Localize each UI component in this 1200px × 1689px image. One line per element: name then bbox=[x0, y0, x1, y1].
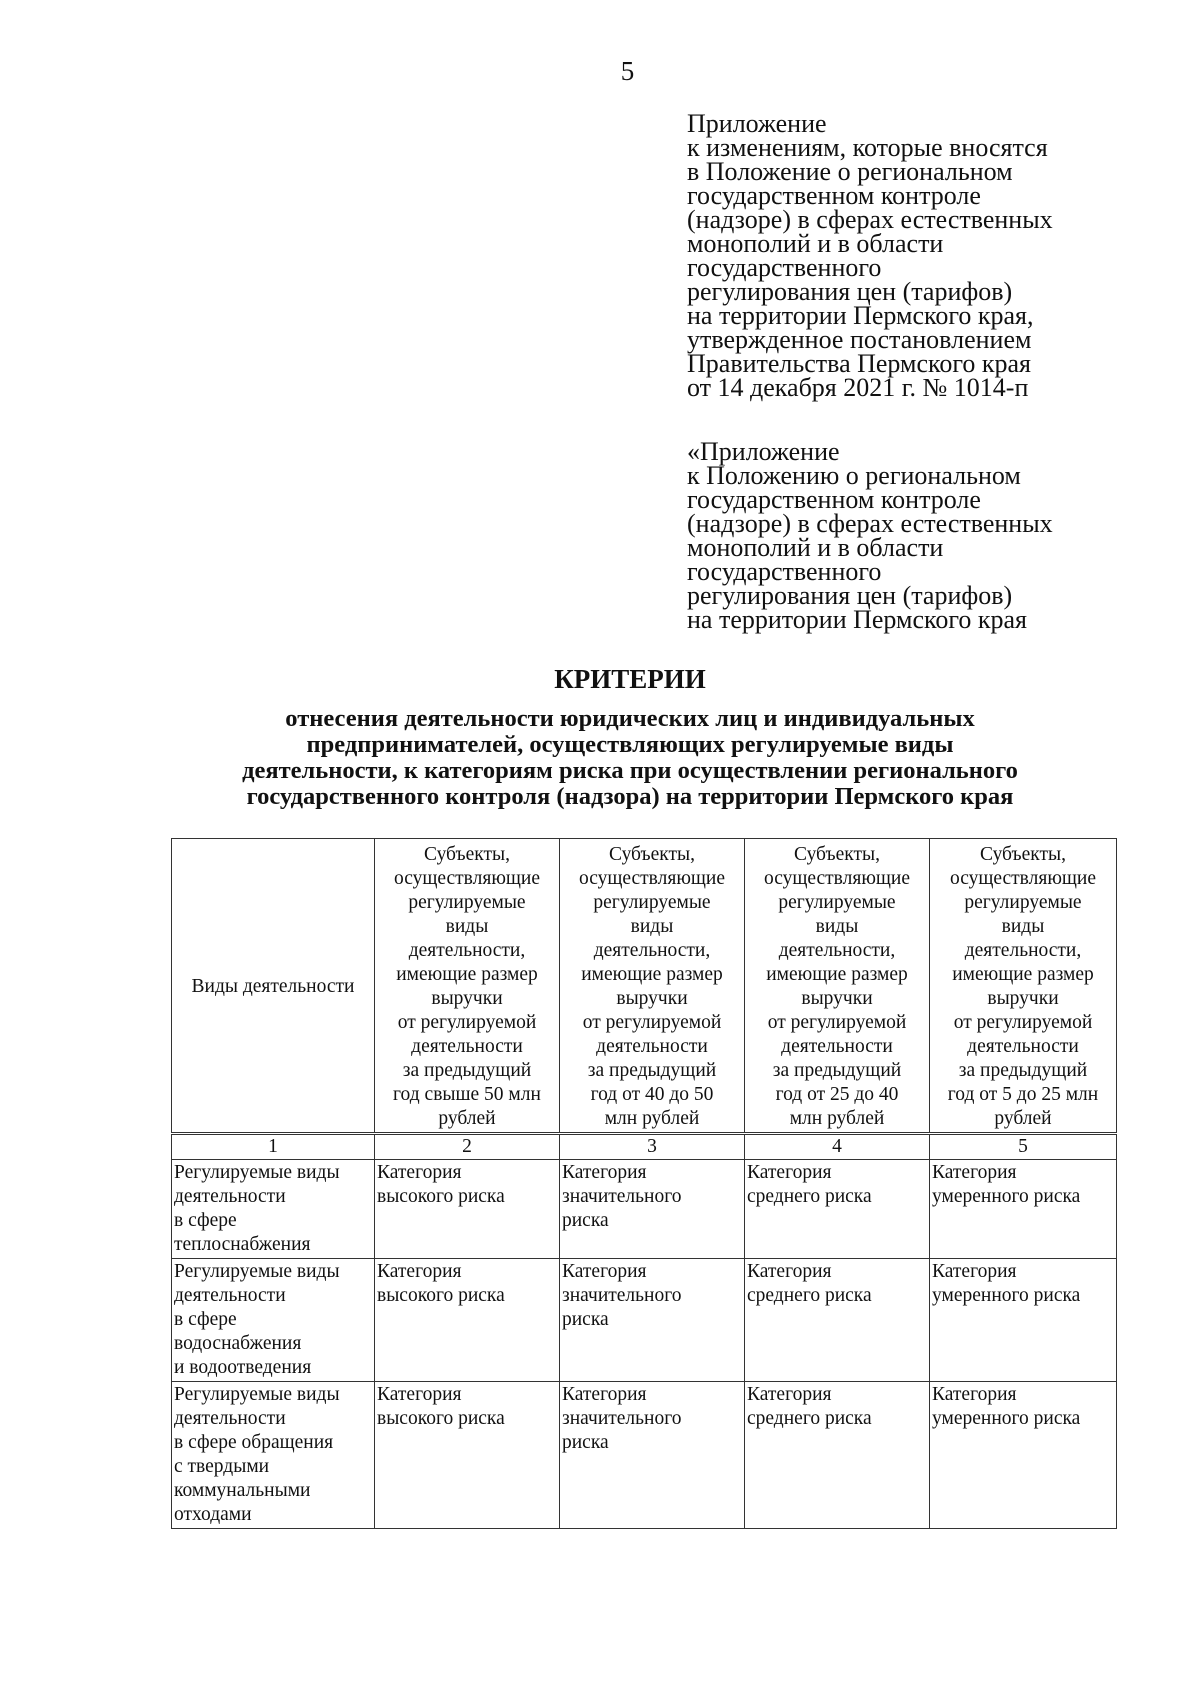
text-line: государственного bbox=[687, 557, 882, 586]
text-line: Субъекты, bbox=[609, 844, 695, 865]
text-line: Категория bbox=[377, 1384, 462, 1405]
text-line: и водоотведения bbox=[174, 1357, 312, 1378]
text-line: рублей bbox=[438, 1108, 496, 1129]
risk-category-cell bbox=[745, 1382, 930, 1529]
text-line: государственном контроле bbox=[687, 181, 981, 210]
column-number: 3 bbox=[560, 1134, 745, 1160]
text-line: Регулируемые виды bbox=[174, 1261, 340, 1282]
document-subtitle bbox=[0, 706, 1200, 810]
text-line: млн рублей bbox=[789, 1108, 885, 1129]
text-line: риска bbox=[562, 1432, 609, 1453]
page-number: 5 bbox=[620, 56, 635, 86]
text-line: млн рублей bbox=[604, 1108, 700, 1129]
text-line: осуществляющие bbox=[578, 868, 726, 889]
table-row-water-supply bbox=[172, 1259, 1117, 1382]
text-line: в Положение о региональном bbox=[687, 157, 1013, 186]
risk-category-cell bbox=[930, 1160, 1117, 1259]
column-number: 2 bbox=[375, 1134, 560, 1160]
text-line: рублей bbox=[994, 1108, 1052, 1129]
text-line: от регулируемой bbox=[953, 1012, 1093, 1033]
risk-category-cell bbox=[375, 1259, 560, 1382]
text-line: виды bbox=[630, 916, 674, 937]
risk-category-cell bbox=[930, 1259, 1117, 1382]
text-line: теплоснабжения bbox=[174, 1234, 311, 1255]
text-line: за предыдущий bbox=[587, 1060, 717, 1081]
activity-cell bbox=[172, 1259, 375, 1382]
text-line: регулируемые bbox=[964, 892, 1082, 913]
document-title: КРИТЕРИИ bbox=[554, 664, 706, 694]
text-line: государственного bbox=[687, 253, 882, 282]
risk-criteria-table bbox=[171, 838, 1117, 1529]
header-revenue-over-50m bbox=[375, 839, 560, 1134]
text-line: умеренного риска bbox=[932, 1285, 1081, 1306]
text-line: государственном контроле bbox=[687, 485, 981, 514]
text-line: на территории Пермского края bbox=[687, 605, 1027, 634]
text-line: умеренного риска bbox=[932, 1408, 1081, 1429]
text-line: Категория bbox=[562, 1384, 647, 1405]
text-line: среднего риска bbox=[747, 1408, 872, 1429]
text-line: регулируемые bbox=[778, 892, 896, 913]
text-line: в сфере обращения bbox=[174, 1432, 334, 1453]
text-line: деятельности bbox=[411, 1036, 523, 1057]
text-line: отходами bbox=[174, 1504, 252, 1525]
text-line: в сфере bbox=[174, 1309, 237, 1330]
text-line: среднего риска bbox=[747, 1285, 872, 1306]
text-line: монополий и в области bbox=[687, 229, 944, 258]
text-line: деятельности bbox=[174, 1186, 286, 1207]
table-row-heat-supply bbox=[172, 1160, 1117, 1259]
table-row-solid-waste bbox=[172, 1382, 1117, 1529]
text-line: деятельности, к категориям риска при осуществлении регионального bbox=[242, 757, 1018, 784]
text-line: в сфере bbox=[174, 1210, 237, 1231]
text-line: за предыдущий bbox=[772, 1060, 902, 1081]
text-line: Категория bbox=[562, 1162, 647, 1183]
text-line: выручки bbox=[801, 988, 873, 1009]
text-line: выручки bbox=[431, 988, 503, 1009]
column-number: 1 bbox=[172, 1134, 375, 1160]
text-line: от регулируемой bbox=[767, 1012, 907, 1033]
header-activity-types: Виды деятельности bbox=[172, 839, 375, 1134]
text-line: утвержденное постановлением bbox=[687, 325, 1032, 354]
text-line: виды bbox=[445, 916, 489, 937]
text-line: имеющие размер bbox=[766, 964, 908, 985]
header-revenue-5-25m bbox=[930, 839, 1117, 1134]
text-line: водоснабжения bbox=[174, 1333, 302, 1354]
text-line: (надзоре) в сферах естественных bbox=[687, 509, 1053, 538]
risk-category-cell bbox=[930, 1382, 1117, 1529]
text-line: умеренного риска bbox=[932, 1186, 1081, 1207]
text-line: Приложение bbox=[687, 109, 827, 138]
text-line: Категория bbox=[747, 1384, 832, 1405]
text-line: значительного bbox=[562, 1186, 682, 1207]
text-line: имеющие размер bbox=[396, 964, 538, 985]
text-line: осуществляющие bbox=[763, 868, 911, 889]
text-line: Регулируемые виды bbox=[174, 1162, 340, 1183]
table-header-row bbox=[172, 839, 1117, 1134]
risk-category-cell bbox=[375, 1382, 560, 1529]
text-line: регулируемые bbox=[593, 892, 711, 913]
text-line: деятельности, bbox=[964, 940, 1082, 961]
column-number: 4 bbox=[745, 1134, 930, 1160]
text-line: к изменениям, которые вносятся bbox=[687, 133, 1048, 162]
text-line: монополий и в области bbox=[687, 533, 944, 562]
text-line: деятельности bbox=[174, 1408, 286, 1429]
header-revenue-25-40m bbox=[745, 839, 930, 1134]
text-line: риска bbox=[562, 1309, 609, 1330]
text-line: регулируемые bbox=[408, 892, 526, 913]
text-line: Категория bbox=[377, 1162, 462, 1183]
text-line: Категория bbox=[747, 1162, 832, 1183]
text-line: Категория bbox=[562, 1261, 647, 1282]
text-line: к Положению о региональном bbox=[687, 461, 1021, 490]
text-line: от 14 декабря 2021 г. № 1014-п bbox=[687, 373, 1029, 402]
column-number: 5 bbox=[930, 1134, 1117, 1160]
text-line: среднего риска bbox=[747, 1186, 872, 1207]
text-line: виды bbox=[815, 916, 859, 937]
text-line: высокого риска bbox=[377, 1408, 505, 1429]
text-line: виды bbox=[1001, 916, 1045, 937]
text-line: государственного контроля (надзора) на территории Пермского края bbox=[246, 783, 1014, 810]
text-line: выручки bbox=[616, 988, 688, 1009]
activity-cell bbox=[172, 1160, 375, 1259]
text-line: на территории Пермского края, bbox=[687, 301, 1034, 330]
text-line: предпринимателей, осуществляющих регулируемые виды bbox=[306, 731, 954, 758]
text-line: год от 25 до 40 bbox=[775, 1084, 899, 1105]
text-line: деятельности, bbox=[593, 940, 711, 961]
text-line: Субъекты, bbox=[980, 844, 1066, 865]
text-line: выручки bbox=[987, 988, 1059, 1009]
text-line: за предыдущий bbox=[958, 1060, 1088, 1081]
text-line: год свыше 50 млн bbox=[393, 1084, 541, 1105]
text-line: Категория bbox=[747, 1261, 832, 1282]
text-line: Субъекты, bbox=[794, 844, 880, 865]
text-line: регулирования цен (тарифов) bbox=[687, 581, 1013, 610]
text-line: деятельности bbox=[596, 1036, 708, 1057]
text-line: высокого риска bbox=[377, 1285, 505, 1306]
text-line: осуществляющие bbox=[393, 868, 541, 889]
text-line: имеющие размер bbox=[581, 964, 723, 985]
risk-category-cell bbox=[375, 1160, 560, 1259]
text-line: Категория bbox=[377, 1261, 462, 1282]
text-line: от регулируемой bbox=[582, 1012, 722, 1033]
text-line: деятельности bbox=[967, 1036, 1079, 1057]
text-line: значительного bbox=[562, 1285, 682, 1306]
column-number-row bbox=[172, 1134, 1117, 1160]
risk-category-cell bbox=[745, 1259, 930, 1382]
appendix-note-changes bbox=[687, 109, 1157, 402]
text-line: Категория bbox=[932, 1384, 1017, 1405]
text-line: имеющие размер bbox=[952, 964, 1094, 985]
text-line: коммунальными bbox=[174, 1480, 311, 1501]
text-line: «Приложение bbox=[687, 437, 840, 466]
text-line: регулирования цен (тарифов) bbox=[687, 277, 1013, 306]
risk-category-cell bbox=[560, 1259, 745, 1382]
activity-cell bbox=[172, 1382, 375, 1529]
text-line: отнесения деятельности юридических лиц и индивидуальных bbox=[285, 705, 975, 732]
text-line: Регулируемые виды bbox=[174, 1384, 340, 1405]
risk-category-cell bbox=[745, 1160, 930, 1259]
appendix-note-regulation bbox=[687, 437, 1157, 634]
text-line: год от 40 до 50 bbox=[590, 1084, 714, 1105]
text-line: год от 5 до 25 млн bbox=[947, 1084, 1099, 1105]
text-line: Субъекты, bbox=[424, 844, 510, 865]
text-line: Категория bbox=[932, 1261, 1017, 1282]
risk-category-cell bbox=[560, 1160, 745, 1259]
text-line: высокого риска bbox=[377, 1186, 505, 1207]
text-line: от регулируемой bbox=[397, 1012, 537, 1033]
text-line: осуществляющие bbox=[949, 868, 1097, 889]
text-line: деятельности, bbox=[408, 940, 526, 961]
text-line: деятельности, bbox=[778, 940, 896, 961]
text-line: Категория bbox=[932, 1162, 1017, 1183]
text-line: риска bbox=[562, 1210, 609, 1231]
text-line: с твердыми bbox=[174, 1456, 270, 1477]
text-line: за предыдущий bbox=[402, 1060, 532, 1081]
text-line: значительного bbox=[562, 1408, 682, 1429]
header-revenue-40-50m bbox=[560, 839, 745, 1134]
text-line: (надзоре) в сферах естественных bbox=[687, 205, 1053, 234]
text-line: деятельности bbox=[781, 1036, 893, 1057]
text-line: Правительства Пермского края bbox=[687, 349, 1031, 378]
risk-category-cell bbox=[560, 1382, 745, 1529]
text-line: деятельности bbox=[174, 1285, 286, 1306]
